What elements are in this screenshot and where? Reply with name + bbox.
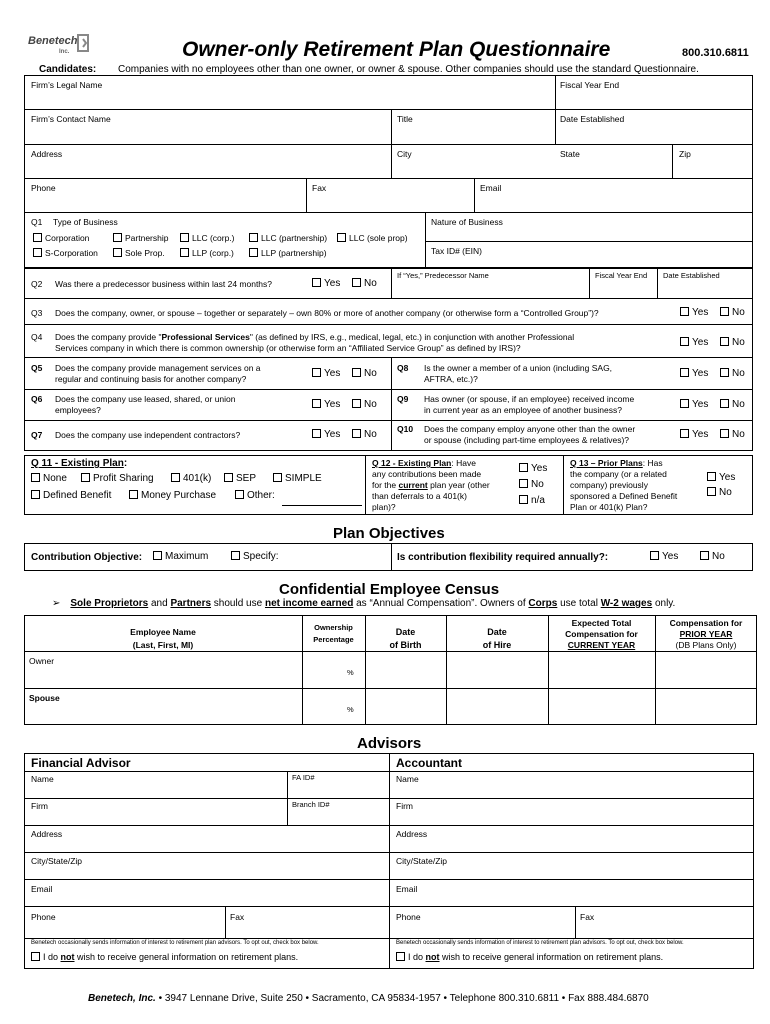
q10-line2: or spouse (including part-time employees & relatives)? — [424, 435, 630, 445]
q8-yes-checkbox[interactable]: Yes — [680, 368, 708, 379]
q9-line1: Has owner (or spouse, if an employee) received income — [424, 394, 635, 404]
q1-option-s-corporation[interactable]: S-Corporation — [33, 248, 98, 258]
q10-number: Q10 — [397, 424, 414, 434]
acct-firm-field[interactable]: Firm — [396, 801, 413, 811]
predecessor-fye-field[interactable]: Fiscal Year End — [595, 271, 648, 280]
q9-no-checkbox[interactable]: No — [720, 399, 745, 410]
candidates-label: Candidates: — [39, 64, 97, 75]
logo-sub: Inc. — [59, 49, 70, 55]
predecessor-name-field[interactable]: If “Yes,” Predecessor Name — [397, 271, 489, 280]
q13-yes-checkbox[interactable]: Yes — [707, 472, 735, 483]
phone-field[interactable]: Phone — [31, 183, 56, 193]
page-title: Owner-only Retirement Plan Questionnaire — [182, 38, 611, 61]
checkbox-icon — [519, 463, 528, 472]
q4-text-line2: Services company in which there is common ownership (or otherwise form an “Affiliated Service Group” as defined by IRS)? — [55, 343, 521, 353]
q1-option-llp-partnership[interactable]: LLP (partnership) — [249, 248, 327, 258]
q4-text-line1: Does the company provide "Professional Services" (as defined by IRS, e.g., medical, legal, etc.) in conjunction with another Professional — [55, 332, 575, 342]
q3-text: Does the company, owner, or spouse – together or separately – own 80% or more of another company (or otherwise form a “Controlled Group”)? — [55, 308, 599, 318]
checkbox-icon — [312, 368, 321, 377]
checkbox-icon — [352, 368, 361, 377]
checkbox-icon — [700, 551, 709, 560]
q7-number: Q7 — [31, 430, 43, 440]
q2-number: Q2 — [31, 279, 43, 289]
q1-option-llc-partnership[interactable]: LLC (partnership) — [249, 233, 327, 243]
q8-number: Q8 — [397, 363, 409, 373]
predecessor-date-field[interactable]: Date Established — [663, 271, 720, 280]
q11-option-profit-sharing[interactable]: Profit Sharing — [81, 473, 154, 484]
checkbox-icon — [129, 490, 138, 499]
company-logo — [28, 33, 92, 63]
logo-mark-icon — [74, 33, 92, 55]
q11-option-sep[interactable]: SEP — [224, 473, 256, 484]
q4-number: Q4 — [31, 332, 43, 342]
checkbox-icon — [720, 399, 729, 408]
table-row-spouse-pct[interactable]: % — [347, 705, 354, 714]
checkbox-icon — [519, 479, 528, 488]
candidates-text: Companies with no employees other than one owner, or owner & spouse. Other companies should use the standard Questionnaire. — [118, 64, 699, 75]
q10-line1: Does the company employ anyone other than the owner — [424, 424, 636, 434]
q3-no-checkbox[interactable]: No — [720, 307, 745, 318]
q1-option-llc-corp[interactable]: LLC (corp.) — [180, 233, 235, 243]
specify-checkbox[interactable]: Specify: — [231, 551, 279, 562]
q9-number: Q9 — [397, 394, 409, 404]
checkbox-icon — [180, 248, 189, 257]
checkbox-icon — [720, 337, 729, 346]
q6-line2: employees? — [55, 405, 101, 415]
q4-yes-checkbox[interactable]: Yes — [680, 337, 708, 348]
q7-yes-checkbox[interactable]: Yes — [312, 429, 340, 440]
fa-id-field[interactable]: FA ID# — [292, 773, 315, 782]
fa-optout-note: Benetech occasionally sends information of interest to retirement plan advisors. To opt out, check box below. — [31, 940, 319, 946]
q12-line1: Q 12 - Existing Plan: Have — [372, 458, 476, 468]
acct-email-field[interactable]: Email — [396, 884, 418, 894]
checkbox-icon — [31, 952, 40, 961]
fa-firm-field[interactable]: Firm — [31, 801, 48, 811]
acct-name-field[interactable]: Name — [396, 774, 419, 784]
fiscal-year-end-field[interactable]: Fiscal Year End — [560, 80, 620, 90]
checkbox-icon — [153, 551, 162, 560]
q1-option-sole-prop[interactable]: Sole Prop. — [113, 248, 165, 258]
col-ownership: Ownership Percentage — [313, 623, 354, 644]
checkbox-icon — [337, 233, 346, 242]
checkbox-icon — [249, 248, 258, 257]
q7-no-checkbox[interactable]: No — [352, 429, 377, 440]
table-row-owner-label: Owner — [29, 656, 55, 666]
table-row-spouse-label: Spouse — [29, 693, 60, 703]
checkbox-icon — [396, 952, 405, 961]
fa-optout-checkbox[interactable]: I do not wish to receive general information on retirement plans. — [31, 952, 298, 962]
q13-line5: Plan or 401(k) Plan? — [570, 502, 648, 512]
col-prior-comp: Compensation for PRIOR YEAR (DB Plans Only) — [669, 618, 743, 650]
q6-line1: Does the company use leased, shared, or union — [55, 394, 236, 404]
nature-of-business-field[interactable]: Nature of Business — [431, 217, 503, 227]
q5-number: Q5 — [31, 363, 43, 373]
q12-line2: any contributions been made — [372, 469, 482, 479]
q8-no-checkbox[interactable]: No — [720, 368, 745, 379]
financial-advisor-title: Financial Advisor — [31, 756, 131, 770]
checkbox-icon — [680, 399, 689, 408]
checkbox-icon — [231, 551, 240, 560]
checkbox-icon — [680, 337, 689, 346]
q6-yes-checkbox[interactable]: Yes — [312, 399, 340, 410]
q11-option-simple[interactable]: SIMPLE — [273, 473, 322, 484]
maximum-checkbox[interactable]: Maximum — [153, 551, 208, 562]
q6-no-checkbox[interactable]: No — [352, 399, 377, 410]
checkbox-icon — [707, 487, 716, 496]
q1-option-llp-corp[interactable]: LLP (corp.) — [180, 248, 234, 258]
q10-yes-checkbox[interactable]: Yes — [680, 429, 708, 440]
checkbox-icon — [680, 429, 689, 438]
census-heading: Confidential Employee Census — [279, 581, 500, 598]
checkbox-icon — [180, 233, 189, 242]
checkbox-icon — [312, 278, 321, 287]
checkbox-icon — [352, 429, 361, 438]
q3-yes-checkbox[interactable]: Yes — [680, 307, 708, 318]
checkbox-icon — [519, 495, 528, 504]
checkbox-icon — [31, 473, 40, 482]
table-row-owner-pct[interactable]: % — [347, 668, 354, 677]
q9-yes-checkbox[interactable]: Yes — [680, 399, 708, 410]
q1-option-partnership[interactable]: Partnership — [113, 233, 168, 243]
fa-name-field[interactable]: Name — [31, 774, 54, 784]
acct-optout-note: Benetech occasionally sends information of interest to retirement plan advisors. To opt out, check box below. — [396, 940, 684, 946]
checkbox-icon — [224, 473, 233, 482]
q5-line1: Does the company provide management services on a — [55, 363, 261, 373]
q6-number: Q6 — [31, 394, 43, 404]
header-phone: 800.310.6811 — [682, 47, 749, 59]
q11-other-line[interactable] — [282, 505, 362, 506]
census-note: ➢ Sole Proprietors and Partners should use net income earned as “Annual Compensation”. Owners of Corps use total W-2 wages only. — [52, 598, 676, 609]
fax-field[interactable]: Fax — [312, 183, 327, 193]
checkbox-icon — [235, 490, 244, 499]
q13-line3: company) previously — [570, 480, 648, 490]
q4-no-checkbox[interactable]: No — [720, 337, 745, 348]
q13-line4: sponsored a Defined Benefit — [570, 491, 678, 501]
q5-yes-checkbox[interactable]: Yes — [312, 368, 340, 379]
checkbox-icon — [273, 473, 282, 482]
logo-text: Benetech — [28, 35, 78, 47]
fa-address-field[interactable]: Address — [31, 829, 63, 839]
fa-branch-id-field[interactable]: Branch ID# — [292, 800, 330, 809]
acct-fax-field[interactable]: Fax — [580, 912, 595, 922]
q8-line2: AFTRA, etc.)? — [424, 374, 478, 384]
q3-number: Q3 — [31, 308, 43, 318]
flexibility-no-checkbox[interactable]: No — [700, 551, 725, 562]
flexibility-yes-checkbox[interactable]: Yes — [650, 551, 678, 562]
date-established-field[interactable]: Date Established — [560, 114, 625, 124]
fa-city-field[interactable]: City/State/Zip — [31, 856, 83, 866]
q11-option-other[interactable]: Other: — [235, 490, 275, 501]
q11-option-defined-benefit[interactable]: Defined Benefit — [31, 490, 111, 501]
col-expected-comp: Expected Total Compensation for CURRENT YEAR — [565, 618, 638, 650]
checkbox-icon — [680, 368, 689, 377]
checkbox-icon — [81, 473, 90, 482]
checkbox-icon — [312, 429, 321, 438]
q9-line2: in current year as an employee of another business? — [424, 405, 622, 415]
firm-legal-name-field[interactable]: Firm’s Legal Name — [31, 80, 103, 90]
acct-optout-checkbox[interactable]: I do not wish to receive general information on retirement plans. — [396, 952, 663, 962]
checkbox-icon — [113, 248, 122, 257]
advisors-heading: Advisors — [357, 735, 422, 752]
col-employee-name: Employee Name (Last, First, MI) — [130, 627, 196, 650]
q12-line3: for the current plan year (other — [372, 480, 490, 490]
checkbox-icon — [720, 368, 729, 377]
q13-line1: Q 13 – Prior Plans: Has — [570, 458, 663, 468]
q11-title: Q 11 - Existing Plan: — [31, 458, 128, 469]
checkbox-icon — [707, 472, 716, 481]
checkbox-icon — [352, 399, 361, 408]
checkbox-icon — [312, 399, 321, 408]
email-field[interactable]: Email — [480, 183, 502, 193]
q5-no-checkbox[interactable]: No — [352, 368, 377, 379]
footer — [88, 993, 649, 1004]
col-date-of-hire: Date of Hire — [482, 627, 512, 650]
acct-address-field[interactable]: Address — [396, 829, 428, 839]
q10-no-checkbox[interactable]: No — [720, 429, 745, 440]
q11-option-money-purchase[interactable]: Money Purchase — [129, 490, 216, 501]
bullet-arrow-icon: ➢ — [52, 598, 61, 609]
q12-line4: than deferrals to a 401(k) — [372, 491, 467, 501]
q5-line2: regular and continuing basis for another company? — [55, 374, 247, 384]
checkbox-icon — [33, 233, 42, 242]
q1-option-corporation[interactable]: Corporation — [33, 233, 89, 243]
fa-email-field[interactable]: Email — [31, 884, 53, 894]
plan-objectives-heading: Plan Objectives — [333, 525, 445, 542]
col-date-of-birth: Date of Birth — [389, 627, 422, 650]
fa-fax-field[interactable]: Fax — [230, 912, 245, 922]
flexibility-question: Is contribution flexibility required annually?: — [397, 552, 609, 563]
checkbox-icon — [249, 233, 258, 242]
state-field[interactable]: State — [560, 149, 580, 159]
q7-text: Does the company use independent contractors? — [55, 430, 241, 440]
q8-line1: Is the owner a member of a union (including SAG, — [424, 363, 613, 373]
checkbox-icon — [352, 278, 361, 287]
q2-no-checkbox[interactable]: No — [352, 278, 377, 289]
q2-text: Was there a predecessor business within last 24 months? — [55, 279, 273, 289]
checkbox-icon — [680, 307, 689, 316]
checkbox-icon — [171, 473, 180, 482]
footer-address: • 3947 Lennane Drive, Suite 250 • Sacramento, CA 95834-1957 • Telephone 800.310.6811 • Fax 888.484.6870 — [155, 993, 649, 1004]
contact-name-field[interactable]: Firm’s Contact Name — [31, 114, 111, 124]
title-field[interactable]: Title — [397, 114, 413, 124]
q1-number: Q1 — [31, 217, 43, 227]
checkbox-icon — [720, 307, 729, 316]
accountant-title: Accountant — [396, 756, 462, 770]
footer-company: Benetech, Inc. — [88, 993, 156, 1004]
acct-phone-field[interactable]: Phone — [396, 912, 421, 922]
q12-line5: plan)? — [372, 502, 396, 512]
q11-option-none[interactable]: None — [31, 473, 67, 484]
q13-no-checkbox[interactable]: No — [707, 487, 732, 498]
checkbox-icon — [33, 248, 42, 257]
contribution-objective-label: Contribution Objective: — [31, 552, 143, 563]
q2-yes-checkbox[interactable]: Yes — [312, 278, 340, 289]
checkbox-icon — [650, 551, 659, 560]
fa-phone-field[interactable]: Phone — [31, 912, 56, 922]
checkbox-icon — [31, 490, 40, 499]
q11-option-401k[interactable]: 401(k) — [171, 473, 211, 484]
checkbox-icon — [113, 233, 122, 242]
q12-yes-checkbox[interactable]: Yes — [519, 463, 547, 474]
q1-label: Type of Business — [53, 217, 118, 227]
acct-city-field[interactable]: City/State/Zip — [396, 856, 448, 866]
q12-na-checkbox[interactable]: n/a — [519, 495, 545, 506]
checkbox-icon — [720, 429, 729, 438]
city-field[interactable]: City — [397, 149, 412, 159]
q1-option-llc-sole-prop[interactable]: LLC (sole prop) — [337, 233, 408, 243]
tax-id-field[interactable]: Tax ID# (EIN) — [431, 246, 483, 256]
address-field[interactable]: Address — [31, 149, 63, 159]
q12-no-checkbox[interactable]: No — [519, 479, 544, 490]
zip-field[interactable]: Zip — [679, 149, 691, 159]
q13-line2: the company (or a related — [570, 469, 667, 479]
